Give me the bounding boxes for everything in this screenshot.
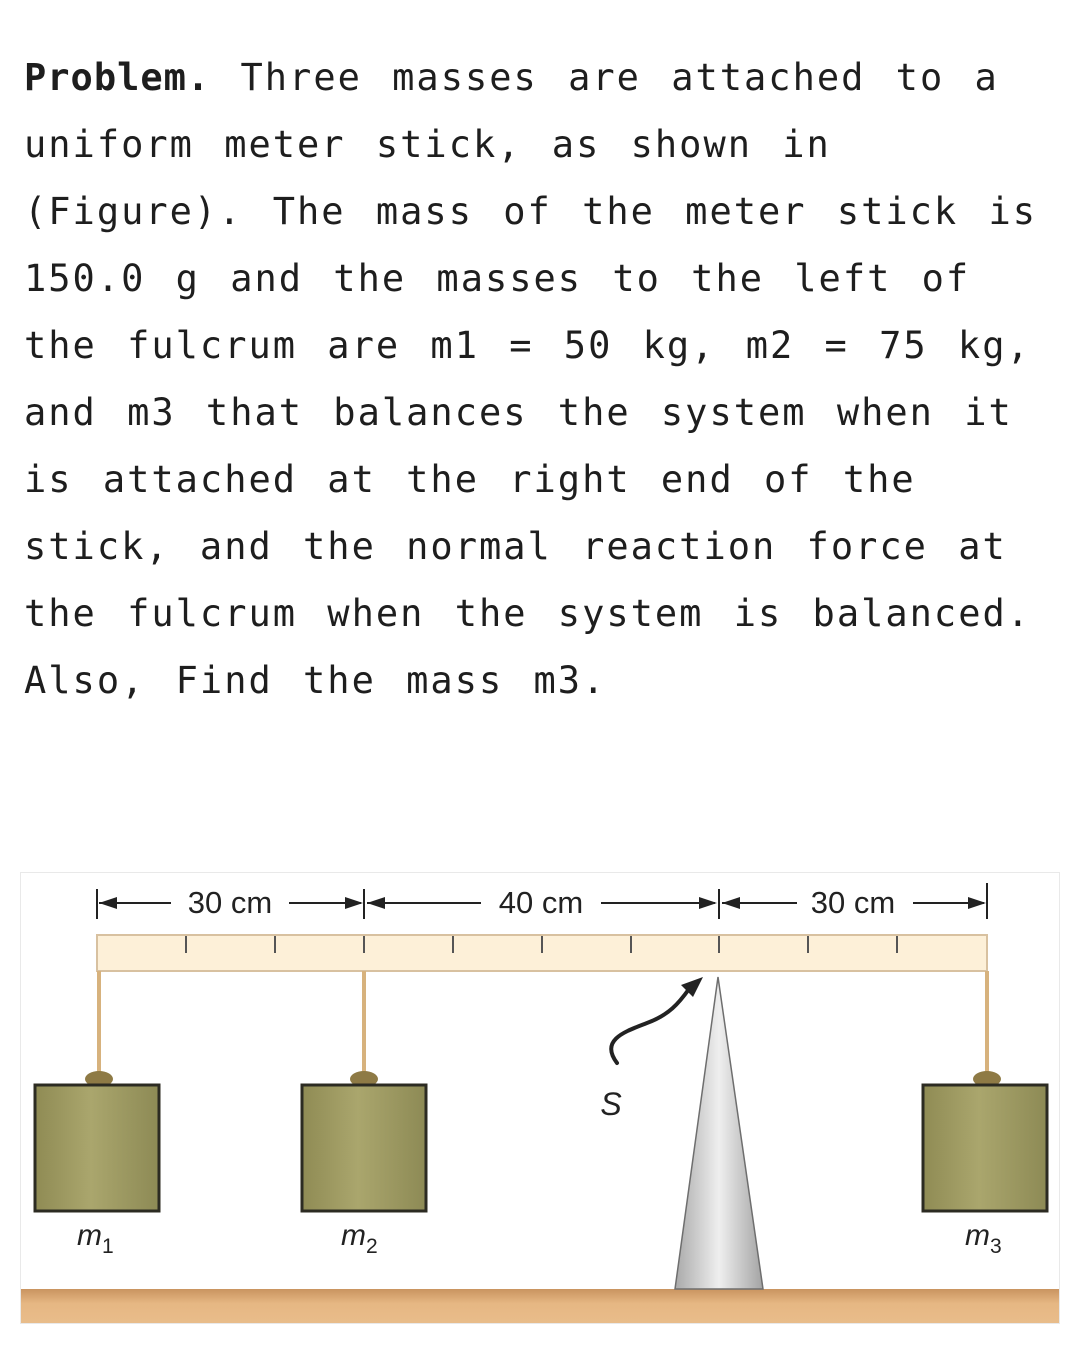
- hanging-strings: [99, 971, 987, 1075]
- fulcrum-arrow: [611, 989, 689, 1063]
- dimension-label-2: 40 cm: [498, 885, 584, 920]
- mass-label-2: $m_2$: [341, 1219, 378, 1258]
- problem-label: Problem.: [24, 56, 211, 99]
- meter-stick-figure: [20, 872, 1060, 1324]
- fulcrum: [675, 977, 763, 1289]
- problem-text: Three masses are attached to a uniform meter stick, as shown in (Figure). The mass of the meter stick is 150.0 g and the masses to the left of the fulcrum are m1 = 50 kg, m2 = 75 kg, and m3 that balances the system when it is attached at the right end of the stick, and the normal reaction force at the fulcrum when the system is balanced. Also, Find the mass m3.: [24, 56, 1038, 702]
- problem-statement: [24, 44, 1054, 714]
- fulcrum-label: S: [600, 1086, 622, 1122]
- mass-block-1: [35, 1071, 159, 1211]
- dimension-label-1: 30 cm: [187, 885, 273, 920]
- mass-block-3: [923, 1071, 1047, 1211]
- mass-block-2: [302, 1071, 426, 1211]
- mass-label-1: $m_1$: [77, 1219, 114, 1258]
- figure-svg: [21, 873, 1060, 1324]
- ground: [21, 1289, 1060, 1324]
- dimension-label-3: 30 cm: [810, 885, 896, 920]
- mass-label-3: $m_3$: [965, 1219, 1002, 1258]
